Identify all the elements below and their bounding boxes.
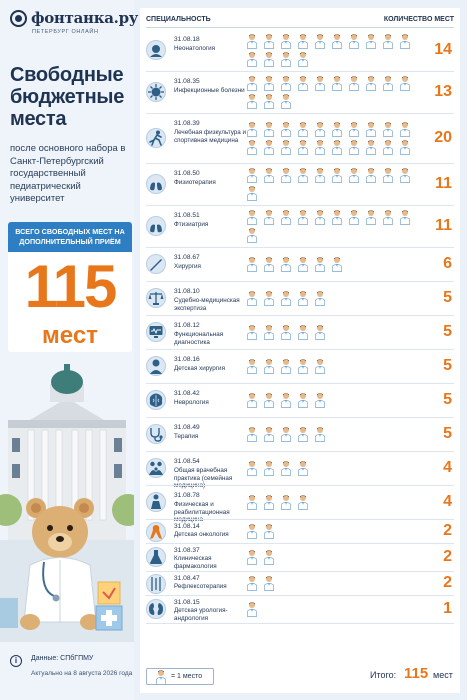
specialty-name: Функциональная диагностика [174,331,224,346]
seat-figures [246,460,426,478]
doctor-figure-icon [246,167,258,183]
doctor-figure-icon [297,358,309,374]
specialty-row [140,486,460,520]
doctor-figure-icon [314,392,326,408]
doctor-figure-icon [314,33,326,49]
doctor-figure-icon [382,121,394,137]
specialty-code: 31.08.49 [174,424,200,431]
doctor-figure-icon [348,209,360,225]
doctor-figure-icon [263,167,275,183]
source-label: Данные: СПбГПМУ [31,655,94,662]
specialty-code: 31.08.37 [174,547,200,554]
specialty-row [140,596,460,624]
specialty-code: 31.08.39 [174,120,200,127]
doctor-figure-icon [246,33,258,49]
doctor-figure-icon [331,167,343,183]
doctor-figure-icon [246,93,258,109]
specialty-row [140,384,460,418]
specialty-row [140,30,460,72]
doctor-figure-icon [297,209,309,225]
doctor-figure-icon [280,93,292,109]
needles-icon [146,574,166,594]
specialty-name: Хирургия [174,263,201,270]
page-subtitle: после основного набора в Санкт-Петербургский государственный педиатрический университет [10,143,126,204]
university-teddy-bear-illustration [0,360,134,642]
seat-figures [246,426,426,444]
seat-figures [246,523,426,541]
seat-figures [246,601,426,619]
doctor-figure-icon [365,75,377,91]
doctor-figure-icon [314,139,326,155]
doctor-figure-icon [263,75,275,91]
specialty-name: Общая врачебная практика (семейная [174,467,233,482]
doctor-figure-icon [246,358,258,374]
doctor-figure-icon [246,392,258,408]
legend-label: = 1 место [171,673,203,680]
doctor-figure-icon [263,358,275,374]
doctor-figure-icon [331,256,343,272]
seat-count: 4 [443,493,452,510]
doctor-figure-icon [246,460,258,476]
monitor-icon [146,322,166,342]
specialty-code: 31.08.15 [174,599,200,606]
specialty-row [140,114,460,164]
total-value: 115 [24,253,116,320]
page-title: Свободные бюджетные места [10,64,125,130]
doctor-figure-icon [297,460,309,476]
doctor-figure-icon [331,33,343,49]
runner-icon [146,128,166,148]
specialty-row [140,206,460,248]
fontanka-logo-icon [10,10,27,27]
doctor-figure-icon [263,523,275,539]
total-footer-unit: мест [433,670,453,680]
doctor-figure-icon [399,209,411,225]
doctor-figure-icon [280,494,292,510]
specialty-code: 31.08.16 [174,356,200,363]
doctor-figure-icon [331,139,343,155]
specialty-row [140,282,460,316]
doctor-figure-icon [280,358,292,374]
doctor-figure-icon [280,51,292,67]
seat-count: 11 [435,217,452,234]
specialty-row [140,350,460,384]
doctor-figure-icon [263,575,275,591]
doctor-figure-icon [263,494,275,510]
specialty-name: Рефлексотерапия [174,583,227,590]
seat-figures [246,33,426,69]
doctor-figure-icon [382,33,394,49]
doctor-figure-icon [246,256,258,272]
doctor-figure-icon [399,167,411,183]
doctor-figure-icon [246,139,258,155]
specialty-code: 31.08.50 [174,170,200,177]
doctor-figure-icon [314,290,326,306]
doctor-figure-icon [280,139,292,155]
specialty-name: Клиническая фармакология [174,555,217,570]
scalpel-icon [146,254,166,274]
seat-figures [246,392,426,410]
doctor-figure-icon [382,167,394,183]
doctor-figure-icon [365,33,377,49]
doctor-figure-icon [246,549,258,565]
specialty-code: 31.08.67 [174,254,200,261]
stethoscope-icon [146,424,166,444]
scales-icon [146,288,166,308]
doctor-figure-icon [399,75,411,91]
kidney-icon [146,599,166,619]
seat-count: 2 [443,548,452,565]
total-box [8,222,132,352]
header-count: КОЛИЧЕСТВО МЕСТ [383,16,454,23]
specialty-code: 31.08.10 [174,288,200,295]
logo-name: фонтанка.ру [31,9,139,27]
doctor-figure-icon [280,75,292,91]
doctor-figure-icon [297,256,309,272]
doctor-figure-icon [297,51,309,67]
specialty-row [140,72,460,114]
total-footer-value: 115 [404,665,429,682]
virus-icon [146,82,166,102]
doctor-figure-icon [246,185,258,201]
specialty-row [140,452,460,486]
specialty-name: Инфекционные болезни [174,87,245,94]
doctor-figure-icon [348,139,360,155]
specialty-code: 31.08.35 [174,78,200,85]
doctor-figure-icon [263,460,275,476]
specialty-name: Терапия [174,433,199,440]
doctor-figure-icon [297,290,309,306]
doctor-figure-icon [280,426,292,442]
brain-icon [146,390,166,410]
specialty-code: 31.08.42 [174,390,200,397]
doctor-figure-icon [246,290,258,306]
doctor-figure-icon [280,460,292,476]
doctor-figure-icon [348,167,360,183]
specialty-name: Физическая и реабилитационная [174,501,230,516]
specialty-row [140,544,460,572]
seat-count: 5 [443,425,452,442]
doctor-figure-icon [263,51,275,67]
specialty-row [140,520,460,544]
doctor-figure-icon [246,209,258,225]
seat-count: 4 [443,459,452,476]
doctor-figure-icon [297,392,309,408]
doctor-figure-icon [314,209,326,225]
seat-count: 20 [434,129,452,146]
doctor-figure-icon [280,121,292,137]
doctor-figure-icon [246,523,258,539]
source-date: Актуально на 8 августа 2026 года [31,670,133,677]
doctor-figure-icon [331,121,343,137]
doctor-figure-icon [263,392,275,408]
seat-count: 6 [443,255,452,272]
doctor-figure-icon [365,167,377,183]
doctor-figure-icon [263,549,275,565]
doctor-figure-icon [297,426,309,442]
doctor-figure-icon [314,167,326,183]
specialty-name: Неонатология [174,45,216,52]
seat-figures [246,324,426,342]
doctor-figure-icon [365,139,377,155]
seat-figures [246,549,426,567]
specialty-code: 31.08.18 [174,36,200,43]
doctor-figure-icon [246,601,258,617]
lungs-icon [146,216,166,236]
doctor-figure-icon [280,290,292,306]
doctor-figure-icon [263,121,275,137]
doctor-figure-icon [280,167,292,183]
doctor-figure-icon [246,575,258,591]
specialty-name: Детская хирургия [174,365,225,372]
source [10,650,132,692]
seat-figures [246,167,426,203]
doctor-figure-icon [280,392,292,408]
seat-count: 2 [443,574,452,591]
seat-count: 14 [434,41,452,58]
doctor-figure-icon [314,426,326,442]
specialty-row [140,248,460,282]
legend [146,668,214,685]
seat-count: 2 [443,522,452,539]
doctor-figure-icon [297,75,309,91]
specialty-name: Фтизиатрия [174,221,209,228]
doctor-figure-icon [263,33,275,49]
doctor-figure-icon [382,139,394,155]
specialty-row [140,316,460,350]
specialty-row [140,418,460,452]
ribbon-icon [146,522,166,542]
doctor-figure-icon [246,51,258,67]
doctor-figure-icon [246,121,258,137]
doctor-figure-icon [365,121,377,137]
seat-figures [246,75,426,111]
seat-figures [246,575,426,593]
seat-figures [246,209,426,245]
doctor-figure-icon [280,209,292,225]
specialty-row [140,572,460,596]
specialty-row [140,164,460,206]
specialty-name: Детская онкология [174,531,229,538]
doctor-figure-icon [348,121,360,137]
info-icon: i [10,655,22,667]
logo[interactable] [10,8,139,44]
doctor-figure-icon [348,33,360,49]
seat-count: 5 [443,323,452,340]
doctor-figure-icon [297,494,309,510]
doctor-figure-icon [297,167,309,183]
specialty-code: 31.08.51 [174,212,200,219]
total-footer-label: Итого: [370,670,397,680]
specialty-code: 31.08.54 [174,458,200,465]
doctor-figure-icon [399,33,411,49]
specialty-name: Неврология [174,399,209,406]
seat-count: 13 [434,83,452,100]
seat-figures [246,256,426,274]
seat-figures [246,494,426,512]
doctor-figure-icon [348,75,360,91]
seat-count: 5 [443,357,452,374]
family-icon [146,458,166,478]
left-column [0,0,139,700]
specialty-code: 31.08.14 [174,523,200,530]
specialties-panel [140,8,460,693]
specialty-name: Физиотерапия [174,179,216,186]
doctor-figure-icon [263,93,275,109]
specialty-name: Детская урология-андрология [174,607,228,622]
doctor-figure-icon [382,75,394,91]
specialty-code: 31.08.47 [174,575,200,582]
doctor-figure-icon [297,139,309,155]
header-specialty: СПЕЦИАЛЬНОСТЬ [146,16,211,23]
seat-count: 11 [435,175,452,192]
doctor-figure-icon [246,426,258,442]
doctor-figure-icon [331,209,343,225]
doctor-figure-icon [399,139,411,155]
seat-figures [246,290,426,308]
doctor-figure-icon [246,494,258,510]
doctor-figure-icon [314,324,326,340]
doctor-figure-icon [280,33,292,49]
child-icon [146,356,166,376]
rehab-icon [146,492,166,512]
seat-figures [246,121,426,157]
doctor-figure-icon [246,227,258,243]
specialty-code: 31.08.12 [174,322,200,329]
doctor-figure-icon [263,290,275,306]
baby-icon [146,40,166,60]
doctor-figure-icon [263,324,275,340]
doctor-figure-icon [155,669,167,685]
lungs-icon [146,174,166,194]
doctor-figure-icon [365,209,377,225]
total-label: ВСЕГО СВОБОДНЫХ МЕСТ НА ДОПОЛНИТЕЛЬНЫЙ ПРИЁМ [8,222,132,252]
doctor-figure-icon [263,426,275,442]
doctor-figure-icon [297,33,309,49]
doctor-figure-icon [399,121,411,137]
seat-count: 1 [443,600,452,617]
doctor-figure-icon [246,324,258,340]
doctor-figure-icon [246,75,258,91]
doctor-figure-icon [382,209,394,225]
doctor-figure-icon [314,75,326,91]
seat-figures [246,358,426,376]
doctor-figure-icon [280,256,292,272]
specialty-name: Судебно-медицинская экспертиза [174,297,240,312]
row-divider [146,623,454,624]
doctor-figure-icon [314,358,326,374]
doctor-figure-icon [314,256,326,272]
header-divider [146,27,454,28]
doctor-figure-icon [297,324,309,340]
doctor-figure-icon [280,324,292,340]
logo-subtitle: ПЕТЕРБУРГ ОНЛАЙН [32,29,99,35]
doctor-figure-icon [263,209,275,225]
doctor-figure-icon [297,121,309,137]
doctor-figure-icon [331,75,343,91]
specialty-name: Лечебная физкультура и спортивная медицина [174,129,247,144]
doctor-figure-icon [263,139,275,155]
flask-icon [146,547,166,567]
total-unit: мест [42,322,98,349]
seat-count: 5 [443,289,452,306]
doctor-figure-icon [263,256,275,272]
seat-count: 5 [443,391,452,408]
specialty-code: 31.08.78 [174,492,200,499]
doctor-figure-icon [314,121,326,137]
